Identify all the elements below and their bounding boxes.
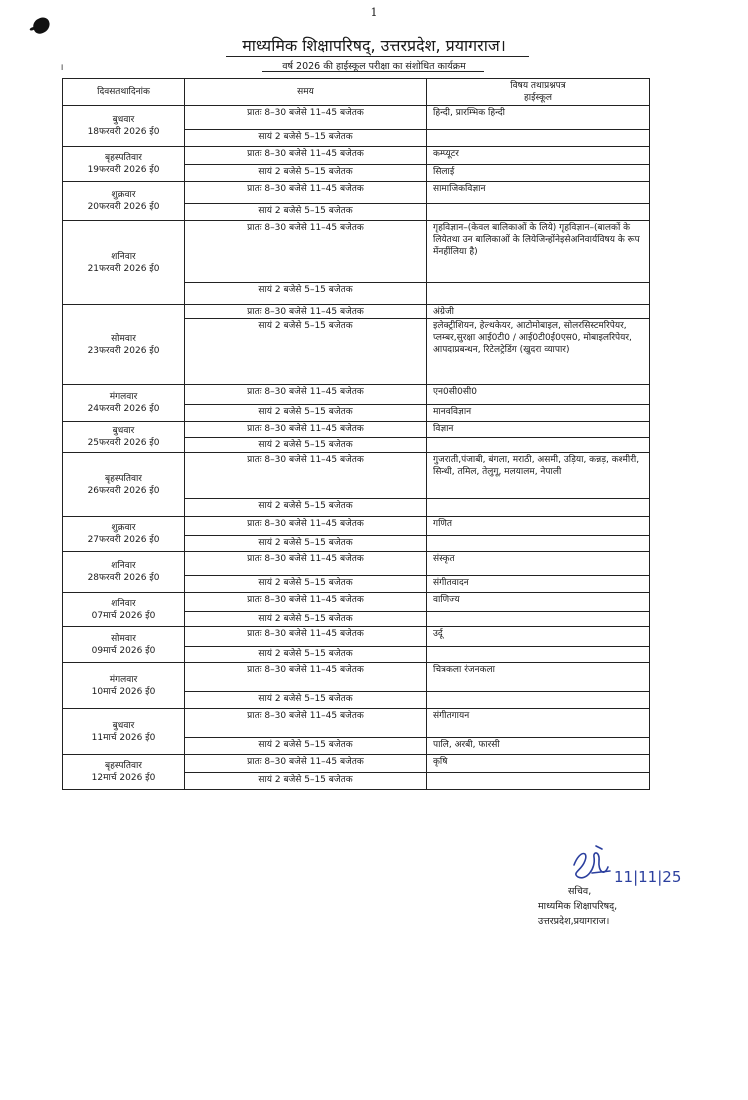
day-date-cell [63,182,185,221]
table-row [63,627,650,647]
evening-time-cell: सायं 2 बजेसे 5–15 बजेतक [185,692,427,709]
table-row [63,453,650,499]
morning-subject-cell: उर्दू [427,627,650,647]
evening-subject-cell [427,647,650,663]
exam-date: 11मार्च 2026 ई0 [91,732,156,743]
exam-date: 23फरवरी 2026 ई0 [87,345,160,356]
day-name: बृहस्पतिवार [104,761,142,771]
morning-time-cell: प्रातः 8–30 बजेसे 11–45 बजेतक [185,517,427,536]
day-date-cell [63,627,185,663]
evening-time-cell: सायं 2 बजेसे 5–15 बजेतक [185,438,427,453]
evening-time-cell: सायं 2 बजेसे 5–15 बजेतक [185,738,427,755]
evening-subject-cell: पालि, अरबी, फारसी [427,738,650,755]
exam-date: 09मार्च 2026 ई0 [91,645,156,656]
signatory-org-line2: उत्तरप्रदेश,प्रयागराज। [538,916,610,927]
margin-mark: । [60,63,64,73]
morning-subject-cell: संस्कृत [427,552,650,576]
day-date-cell [63,305,185,385]
evening-subject-cell [427,536,650,552]
evening-time-cell: सायं 2 बजेसे 5–15 बजेतक [185,576,427,593]
exam-date: 20फरवरी 2026 ई0 [87,202,160,212]
morning-time-cell: प्रातः 8–30 बजेसे 11–45 बजेतक [185,755,427,773]
morning-subject-cell: गुजराती,पंजाबी, बंगला, मराठी, असमी, उड़िया, कन्नड़, कश्मीरी, सिन्धी, तमिल, तेलुगू, मलयालम, नेपाली [427,453,650,499]
day-name: शनिवार [111,561,136,571]
evening-time-cell: सायं 2 बजेसे 5–15 बजेतक [185,405,427,422]
morning-time-cell: प्रातः 8–30 बजेसे 11–45 बजेतक [185,453,427,499]
evening-time-cell: सायं 2 बजेसे 5–15 बजेतक [185,499,427,517]
day-name: शनिवार [111,598,136,609]
day-date-cell [63,552,185,593]
evening-subject-cell [427,692,650,709]
day-name: सोमवार [111,333,136,344]
day-name: बृहस्पतिवार [104,153,142,163]
morning-time-cell: प्रातः 8–30 बजेसे 11–45 बजेतक [185,663,427,692]
exam-date: 26फरवरी 2026 ई0 [87,485,160,496]
morning-time-cell: प्रातः 8–30 बजेसे 11–45 बजेतक [185,106,427,130]
table-row [63,305,650,319]
evening-subject-cell [427,773,650,790]
table-row [63,106,650,130]
day-name: बुधवार [112,426,135,436]
day-name: शुक्रवार [111,190,136,200]
day-date-cell [63,663,185,709]
evening-time-cell: सायं 2 बजेसे 5–15 बजेतक [185,130,427,147]
day-date-cell [63,221,185,305]
morning-time-cell: प्रातः 8–30 बजेसे 11–45 बजेतक [185,385,427,405]
table-row [63,552,650,576]
exam-schedule-table [62,78,650,790]
evening-subject-cell [427,130,650,147]
morning-subject-cell: विज्ञान [427,422,650,438]
signatory-block [538,884,617,929]
exam-date: 21फरवरी 2026 ई0 [87,263,160,274]
morning-time-cell: प्रातः 8–30 बजेसे 11–45 बजेतक [185,593,427,612]
morning-subject-cell: वाणिज्य [427,593,650,612]
evening-subject-cell [427,612,650,627]
morning-subject-cell: संगीतगायन [427,709,650,738]
exam-date: 19फरवरी 2026 ई0 [87,165,160,175]
morning-subject-cell: कम्प्यूटर [427,147,650,165]
day-date-cell [63,709,185,755]
evening-subject-cell: सिलाई [427,165,650,182]
table-row [63,663,650,692]
exam-date: 25फरवरी 2026 ई0 [87,438,160,448]
morning-subject-cell: एन0सी0सी0 [427,385,650,405]
day-date-cell [63,385,185,422]
table-row [63,517,650,536]
evening-subject-cell: मानवविज्ञान [427,405,650,422]
morning-subject-cell: अंग्रेजी [427,305,650,319]
morning-subject-cell: कृषि [427,755,650,773]
evening-time-cell: सायं 2 बजेसे 5–15 बजेतक [185,283,427,305]
day-date-cell [63,755,185,790]
table-row [63,385,650,405]
morning-time-cell: प्रातः 8–30 बजेसे 11–45 बजेतक [185,182,427,204]
evening-subject-cell: संगीतवादन [427,576,650,593]
morning-subject-cell: गणित [427,517,650,536]
table-row [63,593,650,612]
table-row [63,147,650,165]
evening-time-cell: सायं 2 बजेसे 5–15 बजेतक [185,612,427,627]
table-row [63,755,650,773]
signatory-designation: सचिव, [568,886,592,897]
day-name: बृहस्पतिवार [104,473,142,484]
evening-time-cell: सायं 2 बजेसे 5–15 बजेतक [185,204,427,221]
exam-date: 27फरवरी 2026 ई0 [87,535,160,545]
morning-time-cell: प्रातः 8–30 बजेसे 11–45 बजेतक [185,552,427,576]
header-subject-line2: हाईस्कूल [523,93,553,103]
evening-time-cell: सायं 2 बजेसे 5–15 बजेतक [185,165,427,182]
morning-time-cell: प्रातः 8–30 बजेसे 11–45 बजेतक [185,422,427,438]
evening-time-cell: सायं 2 बजेसे 5–15 बजेतक [185,647,427,663]
exam-date: 10मार्च 2026 ई0 [91,686,156,697]
morning-subject-cell: सामाजिकविज्ञान [427,182,650,204]
morning-time-cell: प्रातः 8–30 बजेसे 11–45 बजेतक [185,221,427,283]
exam-date: 12मार्च 2026 ई0 [91,773,156,783]
table-row [63,221,650,283]
table-header-row [63,79,650,106]
day-name: मंगलवार [109,674,138,685]
day-date-cell [63,422,185,453]
morning-time-cell: प्रातः 8–30 बजेसे 11–45 बजेतक [185,627,427,647]
day-date-cell [63,517,185,552]
evening-subject-cell [427,499,650,517]
morning-time-cell: प्रातः 8–30 बजेसे 11–45 बजेतक [185,709,427,738]
exam-date: 18फरवरी 2026 ई0 [87,127,160,137]
exam-date: 24फरवरी 2026 ई0 [87,404,160,414]
day-name: सोमवार [111,633,136,644]
day-name: मंगलवार [109,392,138,402]
header-time: समय [185,79,427,106]
morning-subject-cell: हिन्दी, प्रारम्भिक हिन्दी [427,106,650,130]
day-date-cell [63,593,185,627]
table-row [63,182,650,204]
header-day-date: दिवसतथादिनांक [63,79,185,106]
exam-date: 07मार्च 2026 ई0 [91,610,156,621]
table-row [63,422,650,438]
morning-time-cell: प्रातः 8–30 बजेसे 11–45 बजेतक [185,305,427,319]
signatory-org-line1: माध्यमिक शिक्षापरिषद्, [538,901,618,912]
exam-date: 28फरवरी 2026 ई0 [87,573,160,583]
evening-time-cell: सायं 2 बजेसे 5–15 बजेतक [185,536,427,552]
day-name: बुधवार [112,115,135,125]
day-date-cell [63,106,185,147]
day-date-cell [63,147,185,182]
day-name: शुक्रवार [111,523,136,533]
evening-subject-cell [427,438,650,453]
morning-subject-cell: चित्रकला रंजनकला [427,663,650,692]
signature-date: 11|11|25 [614,868,681,886]
page-number: 1 [370,6,378,19]
morning-subject-cell: गृहविज्ञान–(केवल बालिकाओं के लिये) गृहविज्ञान–(बालकों के लियेतथा उन बालिकाओं के लियेजिन्होंनेइसेअनिवार्यविषय के रूप मेंनहींलिया है) [427,221,650,283]
evening-time-cell: सायं 2 बजेसे 5–15 बजेतक [185,773,427,790]
document-title: माध्यमिक शिक्षापरिषद्, उत्तरप्रदेश, प्रयागराज। [242,36,506,55]
table-row [63,709,650,738]
morning-time-cell: प्रातः 8–30 बजेसे 11–45 बजेतक [185,147,427,165]
evening-subject-cell: इलेक्ट्रीशियन, हेल्थकेयर, आटोमोबाइल, सोलरसिस्टमरिपेयर, प्लम्बर,सुरक्षा आई0टी0 / आई0टी0ई0एस0, मोबाइलरिपेयर, आपदाप्रबन्धन, रिटेलट्रेडिंग (खुदरा व्यापार) [427,319,650,385]
evening-subject-cell [427,283,650,305]
day-name: शनिवार [111,251,136,262]
subtitle-underline [262,71,484,72]
schedule-body [63,106,650,790]
evening-time-cell: सायं 2 बजेसे 5–15 बजेतक [185,319,427,385]
day-name: बुधवार [112,720,135,731]
document-subtitle: वर्ष 2026 की हाईस्कूल परीक्षा का संशोधित कार्यक्रम [282,61,466,72]
day-date-cell [63,453,185,517]
title-underline [226,56,529,57]
header-subject [427,79,650,106]
evening-subject-cell [427,204,650,221]
header-subject-line1: विषय तथाप्रश्नपत्र [510,81,566,91]
